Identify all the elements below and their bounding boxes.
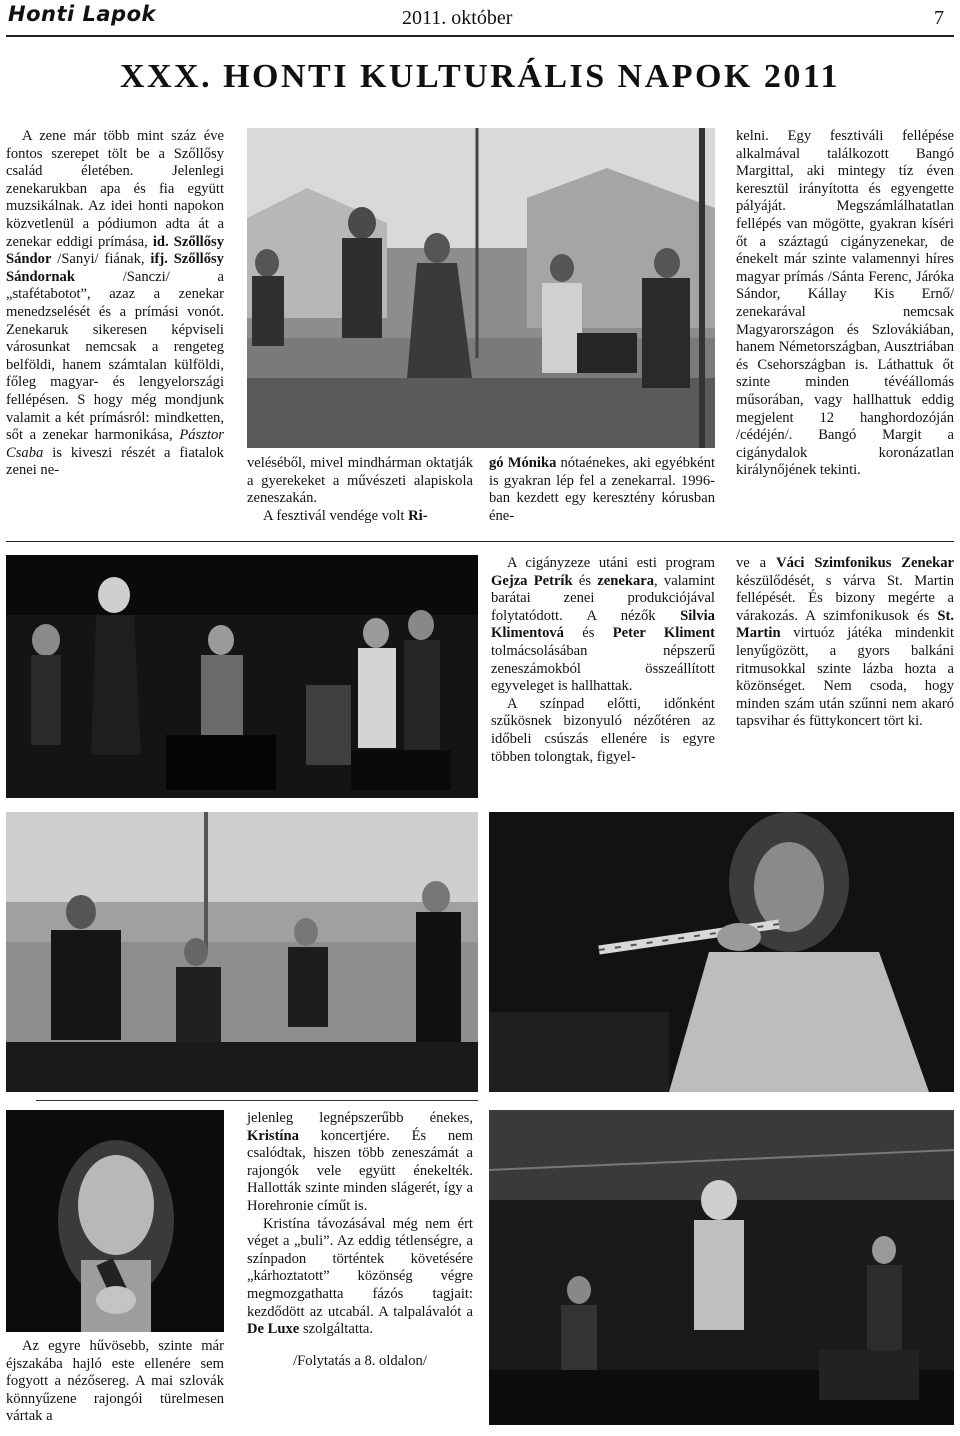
page-number: 7 [934,7,944,29]
text: is kiveszi részét a fiatalok zenei ne- [6,444,224,479]
name-bold: gó Mónika [489,455,557,471]
article-col-bottom-left [6,1338,224,1426]
text: , valamint barátai zenei produkciójával folytatódott. A nézők [491,572,715,624]
name-bold: Kristína [247,1127,299,1144]
text: A cigányzeze utáni esti program [507,555,715,571]
name-bold: Gejza Petrík [491,572,573,589]
header-rule [6,35,954,37]
article-col-bottom-mid [247,1110,473,1370]
text: tolmácsolásában népszerű zeneszámokból összeállított egyveleget is hallhattak. [491,642,715,695]
photo-kristina-singer [6,1110,224,1332]
name-bold: St. Martin [736,607,954,642]
article-col-mid2 [491,555,715,766]
text: és [578,572,592,589]
text: ve a [736,555,767,571]
continuation-note: /Folytatás a 8. oldalon/ [293,1352,427,1369]
text: szolgáltatta. [302,1321,374,1338]
article-col-right [736,128,954,480]
name-bold: id. Szőllősy Sándor [6,233,225,268]
name-italic: Pásztor Csaba [6,427,224,461]
photo-de-luxe-band [489,1110,954,1425]
text: nótaénekes, aki egyébként is gyakran lép fel a zenekarral. 1996-ban kezdett egy keresztény kórusban éne- [489,455,716,524]
text: virtuóz játéka mindenkit lenyűgözött, a gyors balkáni ritmusokkal szinte lázba hozta a közönséget. Nem csoda, hogy minden szám után szűnni nem akaró tapsvihar és füttykoncert tört ki. [736,625,954,730]
text: jelenleg legnépszerűbb énekes, [247,1110,473,1126]
name-bold: zenekara [597,572,655,589]
name-bold: Silvia Klimentová [491,607,715,642]
text: koncertjére. És nem csalódtak, hiszen több zeneszámát a rajongók vele együtt énekelték. Hallották szinte minden slágerét, így a Horehronie címűt is. [247,1127,473,1214]
text: A fesztivál vendége volt [263,507,405,524]
text: /Sanczi/ a „stafétabotot”, azaz a zenekar menedzselését és a prímási vonót. Zenekaruk sikeresen képviseli városunkat nemcsak a rengeteg belföldi, hanem számtalan külföldi, főleg magyar- és lengyelországi fellépésen. S hogy még mondjunk valamit a két prímásról: mindketten, sőt a zenekar harmonikása, [6,268,224,444]
name-bold: ifj. Szőllősy Sándornak [6,251,224,285]
article-col-right2 [736,555,954,731]
name-bold: Peter Kliment [612,625,715,642]
masthead: Honti Lapok [8,2,156,26]
photo-st-martin-clarinet [489,812,954,1092]
text: Kristína távozásával még nem ért véget a „buli”. Az eddig tétlenségre, a színpadon történtek követésére „kárhoztatott” közönség végre megmozgathatta fázós tagjait: kezdődött az utcabál. A talpalávalót a [247,1215,473,1320]
page-headline: XXX. HONTI KULTURÁLIS NAPOK 2011 [119,58,841,95]
section-rule [6,541,954,542]
text: veléséből, mivel mindhárman oktatják a gyerekeket a művészeti alapiskola zeneszakán. [247,455,473,507]
text: készülődését, s várva St. Martin fellépését. És bizony megérte a várakozás. A szimfonikusok és [736,572,954,624]
issue-date: 2011. október [402,7,513,29]
text: és [582,625,595,642]
article-col-left [6,128,224,480]
article-col-right-under [489,455,715,525]
name-bold: Váci Szimfonikus Zenekar [776,555,954,571]
text: /Sanyi/ fiának, [57,251,145,268]
photo-symphony-orchestra [6,812,478,1092]
text: A színpad előtti, időnként szűkösnek bizonyuló nézőtéren az időbeli csúszás ellenére is egyre többen tolongtak, figyel- [491,695,715,765]
name-bold: De Luxe [247,1321,300,1338]
photo-rock-band-night [6,555,478,798]
text: Az egyre hűvösebb, szinte már éjszakába hajló este ellenére sem fogyott a nézősereg. A mai szlovák könnyűzene rajongói türelmesen vártak a [6,1338,224,1425]
name-bold: Ri- [408,507,428,524]
text: A zene már több mint száz éve fontos szerepet tölt be a Szőllősy család életében. Jelenlegi zenekarukban apa és fia együtt muzsikálnak. Az idei honti napokon közvetlenül a pódiumon adta át a zenekar eddigi prímása, [6,128,224,250]
photo-gypsy-band-stage [247,128,715,448]
divider-line [36,1100,478,1101]
text: kelni. Egy fesztiváli fellépése alkalmával találkozott Bangó Margittal, aki mintegy tíz éven keresztül irányította és egyengette pályáját. Megszámlálhatatlan fellépés van mögötte, gyakran kíséri őt a száztagú cigányzenekar, de énekelt már szinte valamennyi híres magyar prímás /Sánta Ferenc, Járóka Sándor, Kállay Kis Ernő/ zenekarával nemcsak Magyarországon és Szlovákiában, hanem Németországban, Ausztriában és Csehországban is. Láthattuk őt szinte minden tévéállomás műsorában, vagy hallhattuk eddig megjelent 12 hanghordozóján /cédéjén/. Bangó Margit a cigánydalok koronázatlan királynőjének tekinti. [736,128,954,479]
article-col-mid-under [247,455,473,525]
